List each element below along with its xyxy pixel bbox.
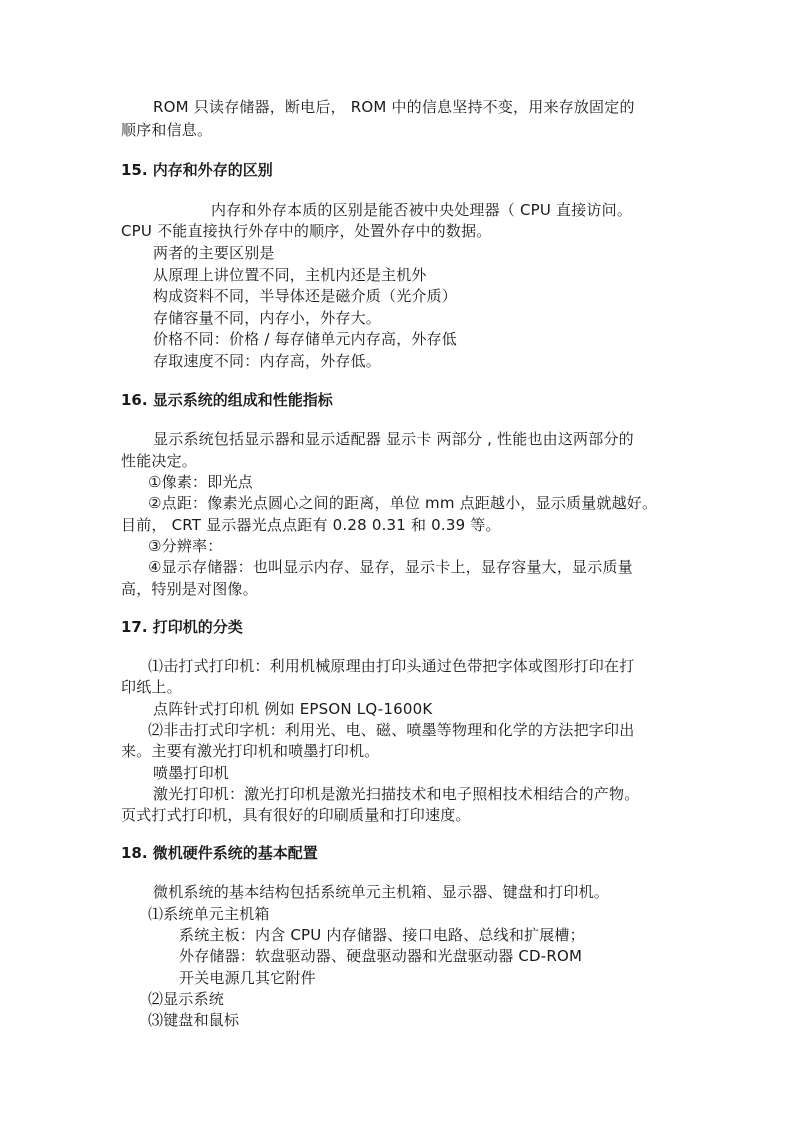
s18-line-4: 外存储器：软盘驱动器、硬盘驱动器和光盘驱动器 CD-ROM <box>179 947 583 965</box>
intro-line-2: 顺序和信息。 <box>121 121 213 139</box>
section-18-title: 18. 微机硬件系统的基本配置 <box>121 844 318 862</box>
s17-line-5: 来。主要有激光打印机和喷墨打印机。 <box>121 742 380 760</box>
s18-line-7: ⑶键盘和鼠标 <box>148 1011 240 1029</box>
s15-line-6: 存储容量不同，内存小，外存大。 <box>153 309 382 327</box>
s15-line-2: CPU 不能直接执行外存中的顺序，处置外存中的数据。 <box>121 222 492 240</box>
section-16-title: 16. 显示系统的组成和性能指标 <box>121 391 333 409</box>
s18-line-6: ⑵显示系统 <box>148 990 225 1008</box>
s17-line-2: 印纸上。 <box>121 678 182 696</box>
s16-line-4: ②点距：像素光点圆心之间的距离，单位 mm 点距越小，显示质量就越好。 <box>148 494 658 512</box>
s15-line-4: 从原理上讲位置不同，主机内还是主机外 <box>153 266 427 284</box>
s18-line-2: ⑴系统单元主机箱 <box>148 905 270 923</box>
s17-line-7: 激光打印机：激光打印机是激光扫描技术和电子照相技术相结合的产物。 <box>153 785 640 803</box>
section-15-title: 15. 内存和外存的区别 <box>121 161 273 179</box>
section-17-title: 17. 打印机的分类 <box>121 618 243 636</box>
s16-line-7: ④显示存储器：也叫显示内存、显存，显示卡上，显存容量大，显示质量 <box>148 558 633 576</box>
s18-line-5: 开关电源几其它附件 <box>179 969 316 987</box>
s17-line-6: 喷墨打印机 <box>153 764 230 782</box>
s15-line-8: 存取速度不同：内存高，外存低。 <box>153 352 382 370</box>
s16-line-3: ①像素：即光点 <box>148 473 253 491</box>
s16-line-8: 高，特别是对图像。 <box>121 580 258 598</box>
s17-line-3: 点阵针式打印机 例如 EPSON LQ-1600K <box>153 700 433 718</box>
s16-line-5: 目前， CRT 显示器光点点距有 0.28 0.31 和 0.39 等。 <box>121 516 501 534</box>
s16-line-6: ③分辨率： <box>148 537 223 555</box>
s18-line-1: 微机系统的基本结构包括系统单元主机箱、显示器、键盘和打印机。 <box>153 883 610 901</box>
s15-line-5: 构成资料不同，半导体还是磁介质（光介质） <box>153 287 458 305</box>
s18-line-3: 系统主板：内含 CPU 内存储器、接口电路、总线和扩展槽； <box>179 926 585 944</box>
s17-line-4: ⑵非击打式印字机：利用光、电、磁、喷墨等物理和化学的方法把字印出 <box>148 721 635 739</box>
s15-line-3: 两者的主要区别是 <box>153 244 275 262</box>
s17-line-8: 页式打式打印机，具有很好的印刷质量和打印速度。 <box>121 806 471 824</box>
intro-line-1: ROM 只读存储器，断电后， ROM 中的信息坚持不变，用来存放固定的 <box>153 98 635 116</box>
s16-line-1: 显示系统包括显示器和显示适配器 显示卡 两部分 , 性能也由这两部分的 <box>153 430 634 448</box>
s15-line-7: 价格不同：价格 / 每存储单元内存高，外存低 <box>153 330 457 348</box>
s15-line-1: 内存和外存本质的区别是能否被中央处理器（ CPU 直接访问。 <box>211 201 633 219</box>
s17-line-1: ⑴击打式打印机：利用机械原理由打印头通过色带把字体或图形打印在打 <box>148 657 635 675</box>
s16-line-2: 性能决定。 <box>121 452 198 470</box>
